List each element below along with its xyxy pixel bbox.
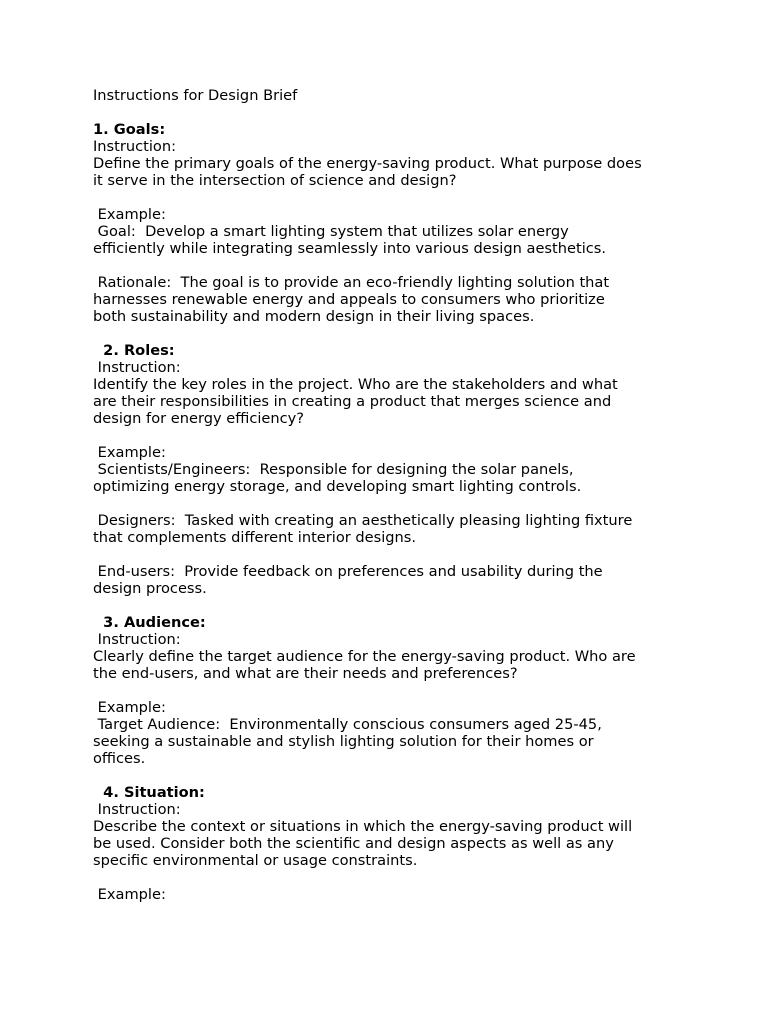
roles-instruction-line: Identify the key roles in the project. Who are the stakeholders and what [93, 376, 618, 393]
goals-instruction-label: Instruction: [93, 138, 177, 155]
roles-endusers-line: End-users: Provide feedback on preferences and usability during the [93, 563, 603, 580]
roles-scientists-line: Scientists/Engineers: Responsible for designing the solar panels, [93, 461, 574, 478]
spacer [93, 257, 693, 274]
audience-instruction-line: Clearly define the target audience for the energy-saving product. Who are [93, 648, 636, 665]
audience-instruction-line: the end-users, and what are their needs and preferences? [93, 665, 518, 682]
roles-example-label: Example: [93, 444, 166, 461]
document-page [93, 87, 693, 903]
situation-example-label: Example: [93, 886, 166, 903]
audience-target-line: Target Audience: Environmentally conscious consumers aged 25-45, [93, 716, 602, 733]
roles-scientists-line: optimizing energy storage, and developing smart lighting controls. [93, 478, 582, 495]
roles-endusers-line: design process. [93, 580, 207, 597]
spacer [93, 495, 693, 512]
goals-goal-line: efficiently while integrating seamlessly into various design aesthetics. [93, 240, 607, 257]
roles-instruction-label: Instruction: [93, 359, 181, 376]
spacer [93, 427, 693, 444]
audience-example-label: Example: [93, 699, 166, 716]
audience-target-line: seeking a sustainable and stylish lighting solution for their homes or [93, 733, 594, 750]
roles-instruction-line: are their responsibilities in creating a product that merges science and [93, 393, 612, 410]
situation-instruction-line: Describe the context or situations in which the energy-saving product will [93, 818, 633, 835]
spacer [93, 869, 693, 886]
situation-instruction-label: Instruction: [93, 801, 181, 818]
roles-designers-line: that complements different interior designs. [93, 529, 417, 546]
goals-rationale-line: harnesses renewable energy and appeals to consumers who prioritize [93, 291, 605, 308]
spacer [93, 325, 693, 342]
spacer [93, 597, 693, 614]
goals-example-label: Example: [93, 206, 166, 223]
roles-heading: 2. Roles: [93, 342, 175, 359]
audience-target-line: offices. [93, 750, 146, 767]
spacer [93, 682, 693, 699]
goals-instruction-line: Define the primary goals of the energy-saving product. What purpose does [93, 155, 642, 172]
goals-goal-line: Goal: Develop a smart lighting system that utilizes solar energy [93, 223, 569, 240]
goals-rationale-line: both sustainability and modern design in their living spaces. [93, 308, 535, 325]
goals-instruction-line: it serve in the intersection of science and design? [93, 172, 457, 189]
roles-designers-line: Designers: Tasked with creating an aesthetically pleasing lighting fixture [93, 512, 633, 529]
spacer [93, 546, 693, 563]
document-title: Instructions for Design Brief [93, 87, 298, 104]
spacer [93, 104, 693, 121]
goals-heading: 1. Goals: [93, 121, 166, 138]
goals-rationale-line: Rationale: The goal is to provide an eco-friendly lighting solution that [93, 274, 610, 291]
audience-heading: 3. Audience: [93, 614, 206, 631]
situation-heading: 4. Situation: [93, 784, 205, 801]
audience-instruction-label: Instruction: [93, 631, 181, 648]
situation-instruction-line: specific environmental or usage constraints. [93, 852, 418, 869]
roles-instruction-line: design for energy efficiency? [93, 410, 305, 427]
situation-instruction-line: be used. Consider both the scientific and design aspects as well as any [93, 835, 614, 852]
spacer [93, 767, 693, 784]
spacer [93, 189, 693, 206]
